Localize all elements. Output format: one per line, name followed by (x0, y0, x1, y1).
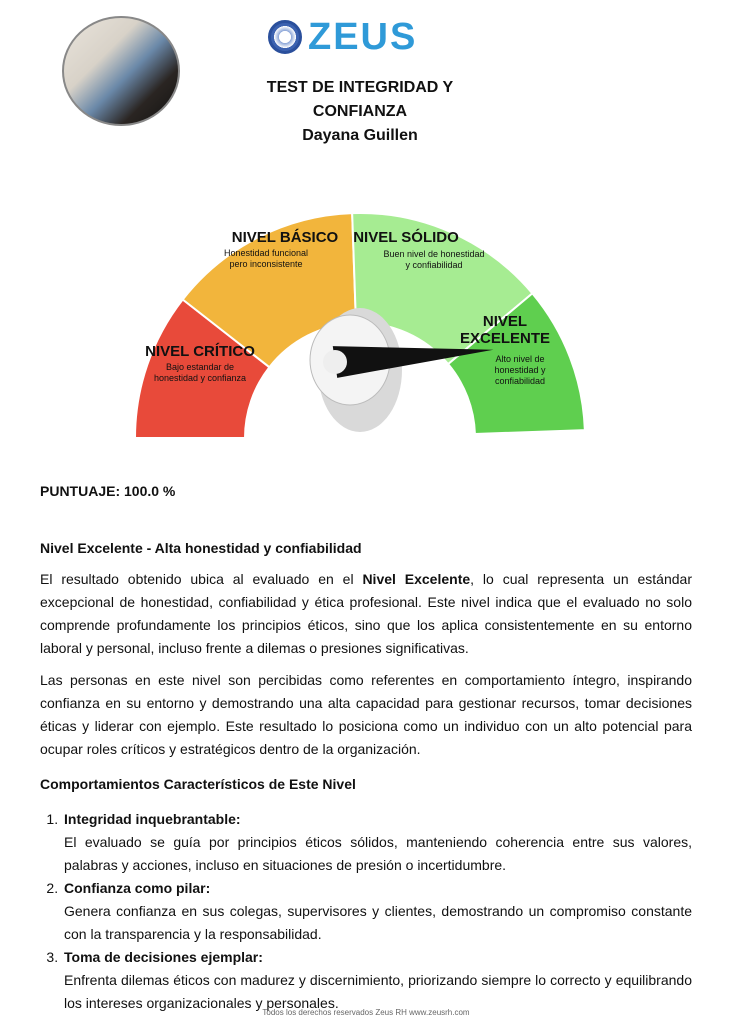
p1-text: El resultado obtenido ubica al evaluado en el (40, 571, 363, 587)
behavior-title: Toma de decisiones ejemplar: (64, 949, 263, 965)
behavior-text: Enfrenta dilemas éticos con madurez y discernimiento, priorizando siempre lo correcto y equilibrando los intereses organizacionales y personales. (64, 972, 692, 1011)
profile-photo (62, 16, 180, 126)
score: PUNTUAJE: 100.0 % (40, 483, 176, 499)
needle-pivot (323, 350, 347, 374)
level-title-solido: NIVEL SÓLIDO (353, 229, 459, 246)
candidate-name: Dayana Guillen (302, 127, 418, 144)
level-desc: Alto nivel de (495, 354, 545, 364)
p1-bold: Nivel Excelente (362, 571, 471, 587)
level-desc: Bajo estandar de (165, 362, 235, 372)
report-content (40, 480, 692, 1015)
behavior-title: Confianza como pilar: (64, 880, 211, 896)
lion-seal-icon (268, 20, 302, 54)
title-line2: CONFIANZA (312, 103, 408, 120)
paragraph-1 (40, 568, 692, 660)
behaviors-title: Comportamientos Característicos de Este Nivel (40, 776, 356, 792)
level-desc: Honestidad funcional (223, 248, 309, 258)
behaviors-list (40, 808, 692, 1015)
level-title-basico: NIVEL BÁSICO (231, 229, 339, 246)
report-title (230, 76, 490, 148)
zeus-logo (268, 18, 417, 56)
behavior-text: Genera confianza en sus colegas, supervisores y clientes, demostrando un compromiso constante con la transparencia y la responsabilidad. (64, 903, 692, 942)
title-line1: TEST DE INTEGRIDAD Y (266, 79, 454, 96)
section-title: Nivel Excelente - Alta honestidad y confiabilidad (40, 540, 362, 556)
behavior-title: Integridad inquebrantable: (64, 811, 241, 827)
paragraph-2: Las personas en este nivel son percibidas como referentes en comportamiento íntegro, inspirando confianza en su entorno y demostrando una alta capacidad para gestionar recursos, tomar decisiones éticas y liderar con ejemplo. Este resultado lo posiciona como un individuo con un alto potencial para ocupar roles críticos y estratégicos dentro de la organización. (40, 672, 692, 757)
logo-text: ZEUS (308, 16, 418, 58)
level-desc: pero inconsistente (229, 259, 303, 269)
level-desc: confiabilidad (494, 376, 546, 386)
p1-text: , lo cual representa un estándar excepcional de honestidad, confiabilidad y ética profesional. Este nivel indica que el evaluado no solo comprende profundamente los principios éticos, sino que los aplica consistentemente en su entorno laboral y personal, incluso frente a dilemas o presiones significativas. (40, 571, 692, 656)
behavior-item (62, 808, 692, 877)
integrity-gauge (130, 170, 600, 445)
behavior-item (62, 946, 692, 1015)
level-title-excelente: NIVEL (482, 313, 528, 330)
behavior-item (62, 877, 692, 946)
footer: Todos los derechos reservados Zeus RH www.zeusrh.com (262, 1008, 470, 1017)
level-desc: y confiabilidad (405, 260, 463, 270)
behavior-text: El evaluado se guía por principios éticos sólidos, manteniendo coherencia entre sus valores, palabras y acciones, incluso en situaciones de presión o incertidumbre. (64, 834, 692, 873)
level-title-critico: NIVEL CRÍTICO (145, 343, 255, 360)
level-desc: honestidad y confianza (153, 373, 247, 383)
level-desc: honestidad y (494, 365, 546, 375)
level-desc: Buen nivel de honestidad (383, 249, 485, 259)
level-title-excelente-2: EXCELENTE (459, 330, 551, 347)
